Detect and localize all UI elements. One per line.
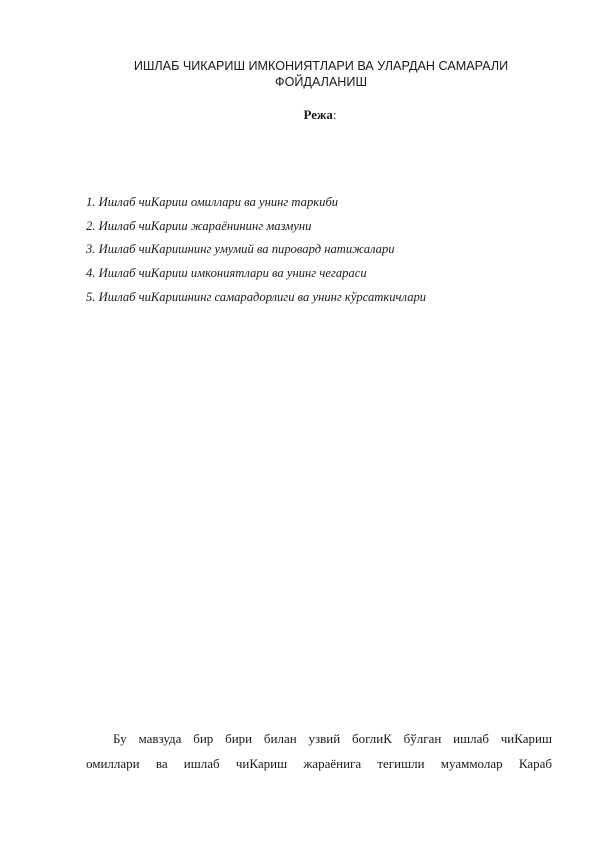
plan-heading-label: Режа [303, 107, 333, 122]
plan-item: 1. Ишлаб чиКариш омиллари ва унинг таркиби [86, 195, 339, 209]
body-paragraph [86, 726, 552, 776]
plan-heading-colon: : [332, 107, 337, 122]
document-title: ИШЛАБ ЧИКАРИШ ИМКОНИЯТЛАРИ ВА УЛАРДАН САМАРАЛИ ФОЙДАЛАНИШ [133, 59, 509, 89]
plan-item: 4. Ишлаб чиКариш имкониятлари ва унинг чегараси [86, 266, 367, 281]
plan-item: 3. Ишлаб чиКаришнинг умумий ва пировард натижалари [86, 242, 395, 257]
paragraph-line: Бу мавзуда бир бири билан узвий боглиК бўлган ишлаб чиКариш [113, 731, 552, 746]
plan-item: 5. Ишлаб чиКаришнинг самарадорлиги ва унинг кўрсаткичлари [86, 289, 427, 304]
plan-heading [0, 107, 596, 123]
paragraph-line: омиллари ва ишлаб чиКариш жараёнига тегишли муаммолар Караб [86, 756, 552, 771]
plan-list [86, 193, 426, 311]
plan-item: 2. Ишлаб чиКариш жараёнининг мазмуни [86, 218, 312, 233]
